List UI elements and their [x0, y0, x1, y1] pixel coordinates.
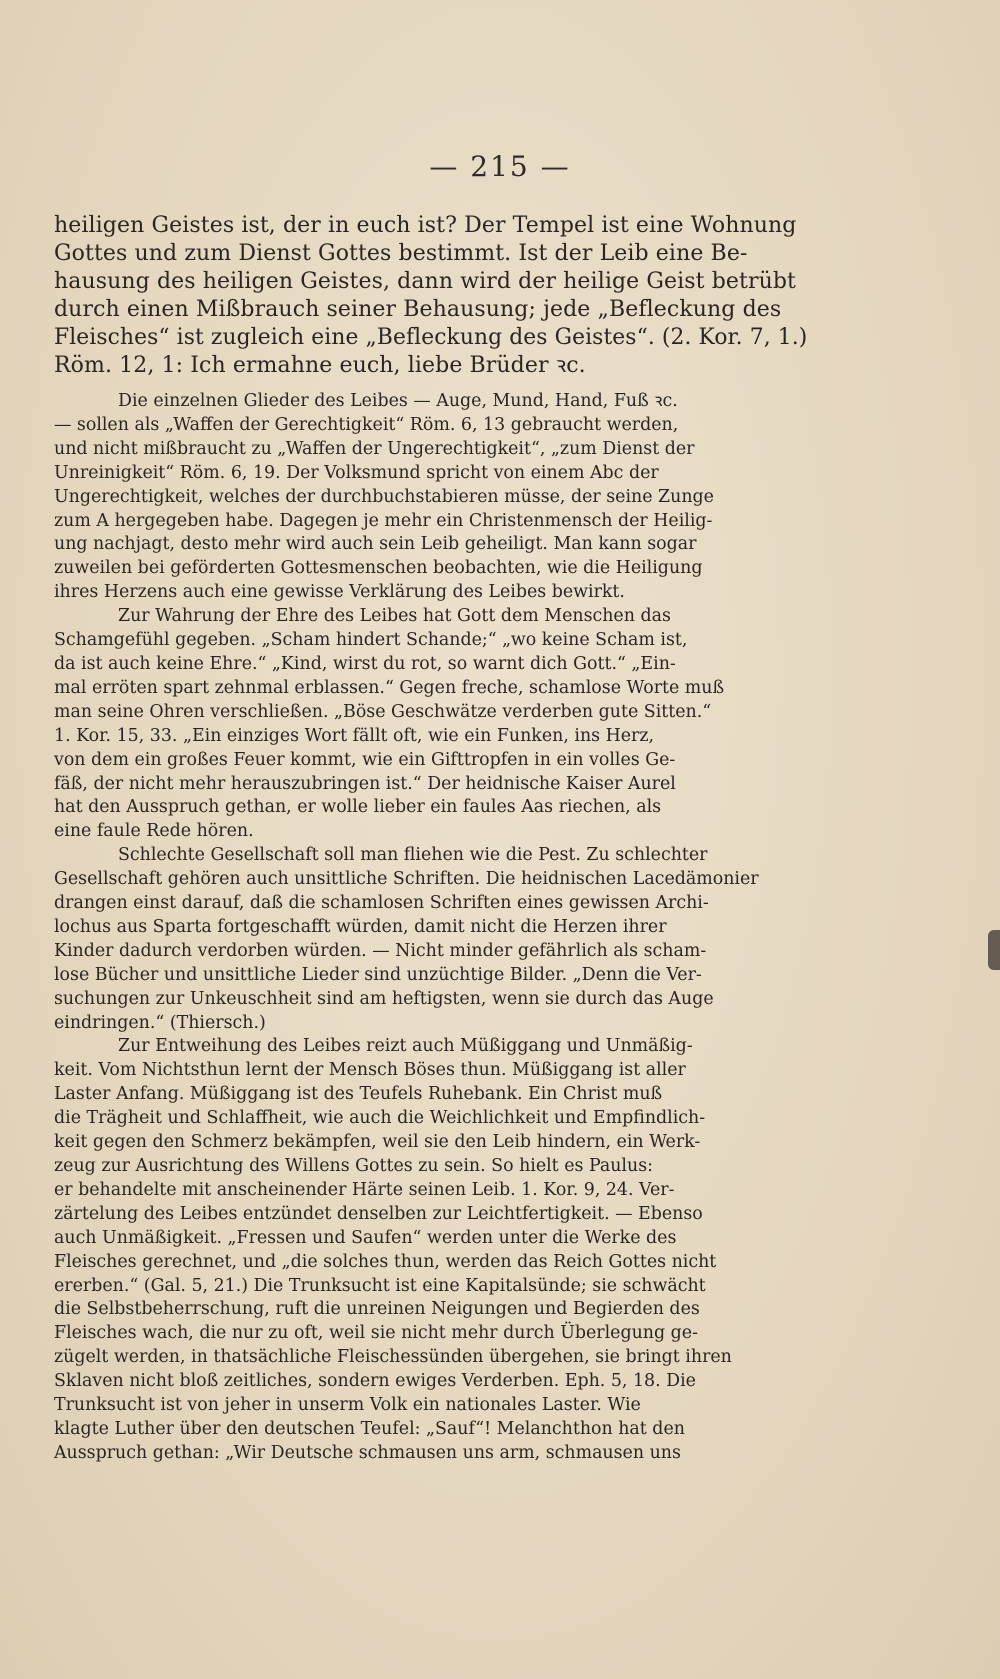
text-line: Sklaven nicht bloß zeitliches, sondern ewiges Verderben. Eph. 5, 18. Die — [54, 1371, 696, 1392]
text-line: Schlechte Gesellschaft soll man fliehen wie die Pest. Zu schlechter — [118, 845, 708, 866]
text-line: durch einen Mißbrauch seiner Behausung; jede „Befleckung des — [54, 297, 782, 322]
text-line: Röm. 12, 1: Ich ermahne euch, liebe Brüder ꝛc. — [54, 353, 586, 378]
text-line: von dem ein großes Feuer kommt, wie ein Gifttropfen in ein volles Ge- — [54, 749, 676, 770]
text-line: Zur Wahrung der Ehre des Leibes hat Gott dem Menschen das — [118, 606, 671, 627]
text-line: mal erröten spart zehnmal erblassen.“ Gegen freche, schamlose Worte muß — [54, 677, 725, 698]
text-line: lose Bücher und unsittliche Lieder sind unzüchtige Bilder. „Denn die Ver- — [54, 964, 702, 985]
text-line: Laster Anfang. Müßiggang ist des Teufels Ruhebank. Ein Christ muß — [54, 1084, 663, 1105]
text-line: eindringen.“ (Thiersch.) — [54, 1012, 266, 1033]
text-line: Kinder dadurch verdorben würden. — Nicht minder gefährlich als scham- — [54, 940, 707, 961]
text-line: zeug zur Ausrichtung des Willens Gottes zu sein. So hielt es Paulus: — [54, 1156, 653, 1176]
text-line: zuweilen bei geförderten Gottesmenschen beobachten, wie die Heiligung — [54, 558, 703, 579]
text-line: — sollen als „Waffen der Gerechtigkeit“ Röm. 6, 13 gebraucht werden, — [54, 414, 679, 435]
text-line: zärtelung des Leibes entzündet denselben zur Leichtfertigkeit. — Ebenso — [54, 1203, 703, 1224]
text-line: ung nachjagt, desto mehr wird auch sein Leib geheiligt. Man kann sogar — [54, 534, 697, 555]
text-line: zügelt werden, in thatsächliche Fleischessünden übergehen, sie bringt ihren — [54, 1347, 732, 1368]
text-line: 1. Kor. 15, 33. „Ein einziges Wort fällt oft, wie ein Funken, ins Herz, — [54, 725, 655, 746]
text-line: eine faule Rede hören. — [54, 821, 254, 842]
text-line: Gottes und zum Dienst Gottes bestimmt. Ist der Leib eine Be- — [54, 241, 748, 266]
text-line: suchungen zur Unkeuschheit sind am heftigsten, wenn sie durch das Auge — [54, 988, 714, 1009]
page-edge-mark — [988, 930, 1000, 970]
text-line: die Trägheit und Schlaffheit, wie auch die Weichlichkeit und Empfindlich- — [54, 1108, 706, 1129]
text-line: Trunksucht ist von jeher in unserm Volk ein nationales Laster. Wie — [54, 1395, 641, 1416]
text-line: da ist auch keine Ehre.“ „Kind, wirst du rot, so warnt dich Gott.“ „Ein- — [54, 653, 676, 674]
text-line: drangen einst darauf, daß die schamlosen Schriften eines gewissen Archi- — [54, 893, 709, 914]
text-line: hausung des heiligen Geistes, dann wird der heilige Geist betrübt — [54, 269, 796, 294]
text-line: man seine Ohren verschließen. „Böse Geschwätze verderben gute Sitten.“ — [54, 701, 712, 722]
text-line: Gesellschaft gehören auch unsittliche Schriften. Die heidnischen Lacedämonier — [54, 869, 759, 890]
text-line: keit. Vom Nichtsthun lernt der Mensch Böses thun. Müßiggang ist aller — [54, 1060, 686, 1081]
text-line: hat den Ausspruch gethan, er wolle lieber ein faules Aas riechen, als — [54, 797, 662, 818]
text-line: Ungerechtigkeit, welches der durchbuchstabieren müsse, der seine Zunge — [54, 486, 714, 507]
text-line: keit gegen den Schmerz bekämpfen, weil sie den Leib hindern, ein Werk- — [54, 1132, 701, 1153]
text-line: er behandelte mit anscheinender Härte seinen Leib. 1. Kor. 9, 24. Ver- — [54, 1179, 675, 1200]
top-paragraph — [54, 212, 807, 380]
text-line: die Selbstbeherrschung, ruft die unreinen Neigungen und Begierden des — [54, 1299, 700, 1320]
text-line: fäß, der nicht mehr herauszubringen ist.“ Der heidnische Kaiser Aurel — [54, 773, 676, 794]
text-line: auch Unmäßigkeit. „Fressen und Saufen“ werden unter die Werke des — [54, 1227, 677, 1248]
text-line: ererben.“ (Gal. 5, 21.) Die Trunksucht ist eine Kapitalsünde; sie schwächt — [54, 1275, 706, 1296]
body-text — [54, 390, 807, 1466]
text-column — [54, 212, 807, 1466]
text-line: klagte Luther über den deutschen Teufel: „Sauf“! Melanchthon hat den — [54, 1418, 685, 1439]
text-line: lochus aus Sparta fortgeschafft würden, damit nicht die Herzen ihrer — [54, 916, 667, 937]
text-line: heiligen Geistes ist, der in euch ist? Der Tempel ist eine Wohnung — [54, 213, 797, 238]
text-line: Ausspruch gethan: „Wir Deutsche schmausen uns arm, schmausen uns — [54, 1442, 681, 1463]
text-line: Unreinigkeit“ Röm. 6, 19. Der Volksmund spricht von einem Abc der — [54, 462, 659, 483]
page-number: — 215 — — [429, 150, 571, 183]
text-line: Fleisches wach, die nur zu oft, weil sie nicht mehr durch Überlegung ge- — [54, 1323, 698, 1344]
text-line: Die einzelnen Glieder des Leibes — Auge, Mund, Hand, Fuß ꝛc. — [118, 391, 678, 411]
text-line: Fleisches gerechnet, und „die solches thun, werden das Reich Gottes nicht — [54, 1251, 717, 1272]
text-line: Schamgefühl gegeben. „Scham hindert Schande;“ „wo keine Scham ist, — [54, 630, 688, 651]
text-line: Fleisches“ ist zugleich eine „Befleckung des Geistes“. (2. Kor. 7, 1.) — [54, 325, 808, 350]
text-line: und nicht mißbraucht zu „Waffen der Ungerechtigkeit“, „zum Dienst der — [54, 438, 695, 459]
text-line: ihres Herzens auch eine gewisse Verklärung des Leibes bewirkt. — [54, 582, 625, 603]
text-line: zum A hergegeben habe. Dagegen je mehr ein Christenmensch der Heilig- — [54, 510, 713, 531]
text-line: Zur Entweihung des Leibes reizt auch Müßiggang und Unmäßig- — [118, 1036, 693, 1057]
